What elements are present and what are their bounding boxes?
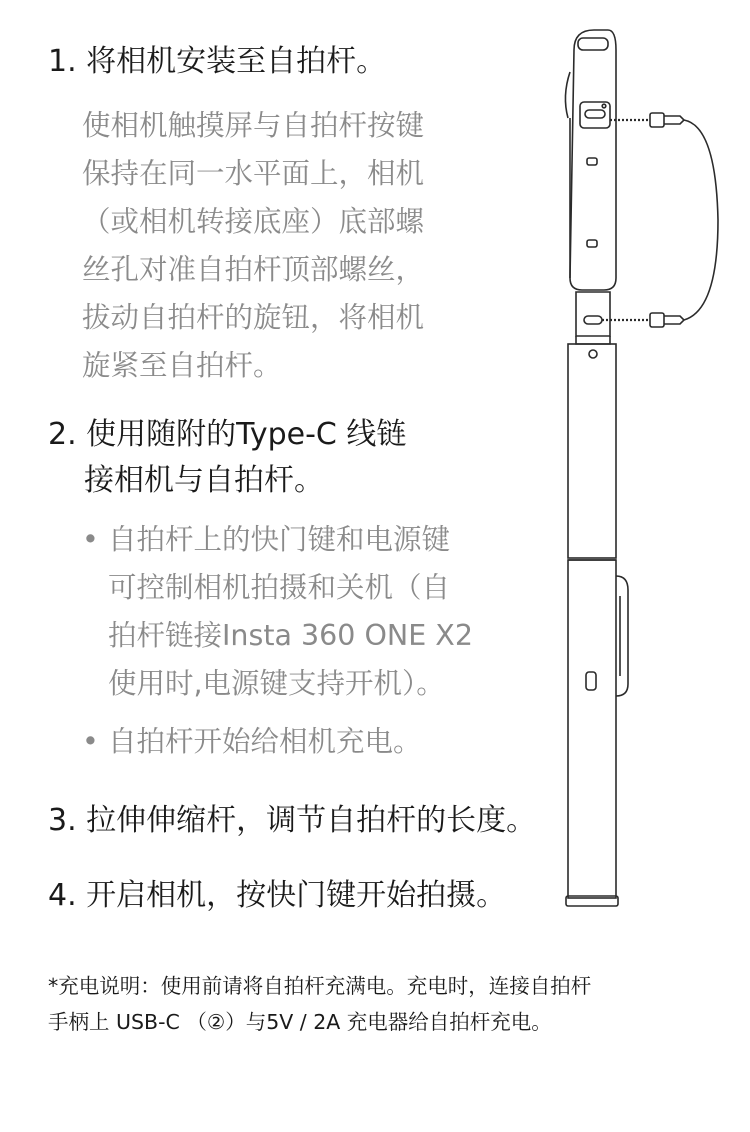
selfie-stick-shaft-icon [568, 344, 616, 560]
step-1-number: 1. [48, 44, 77, 79]
step-1-description-line: 旋紧至自拍杆。 [82, 349, 282, 382]
step-1-text: 将相机安装至自拍杆。 [86, 44, 387, 79]
step-1 [48, 42, 386, 82]
step-2-bullet-2 [82, 718, 422, 766]
camera-selfie-stick-illustration [540, 20, 740, 920]
bullet-line: 自拍杆上的快门键和电源键 [108, 523, 451, 556]
bullet-line: 拍杆链接Insta 360 ONE X2 [108, 619, 473, 652]
step-1-description-line: 使相机触摸屏与自拍杆按键 [82, 109, 425, 142]
step-2-number: 2. [48, 417, 77, 452]
charging-note-line: *充电说明：使用前请将自拍杆充满电。充电时，连接自拍杆 [48, 974, 592, 998]
selfie-stick-handle-icon [566, 560, 628, 906]
charging-note-line: 手柄上 USB-C （②）与5V / 2A 充电器给自拍杆充电。 [48, 1010, 552, 1034]
step-1-description-line: （或相机转接底座）底部螺 [82, 205, 425, 238]
bullet-line: 使用时,电源键支持开机）。 [108, 667, 445, 700]
step-3-text: 拉伸伸缩杆，调节自拍杆的长度。 [86, 803, 537, 838]
step-2-bullet-1 [82, 516, 473, 708]
step-4-text: 开启相机，按快门键开始拍摄。 [86, 878, 507, 913]
bullet-marker: • [82, 523, 99, 556]
step-1-description-line: 丝孔对准自拍杆顶部螺丝， [82, 253, 425, 286]
charging-note [48, 968, 591, 1040]
usb-c-cable-icon [602, 113, 718, 327]
step-4-number: 4. [48, 878, 77, 913]
step-4 [48, 876, 506, 916]
step-3 [48, 801, 536, 841]
bullet-line: 可控制相机拍摄和关机（自 [108, 571, 451, 604]
step-1-description [82, 102, 424, 390]
step-2 [48, 412, 406, 504]
step-3-number: 3. [48, 803, 77, 838]
step-2-text-line: 使用随附的Type-C 线链 [86, 417, 407, 452]
step-2-text-line: 接相机与自拍杆。 [84, 463, 324, 498]
step-1-description-line: 保持在同一水平面上，相机 [82, 157, 425, 190]
step-1-description-line: 拔动自拍杆的旋钮，将相机 [82, 301, 425, 334]
mount-adapter-icon [576, 292, 610, 344]
bullet-marker: • [82, 725, 99, 758]
bullet-line: 自拍杆开始给相机充电。 [108, 725, 422, 758]
camera-icon [565, 30, 616, 290]
